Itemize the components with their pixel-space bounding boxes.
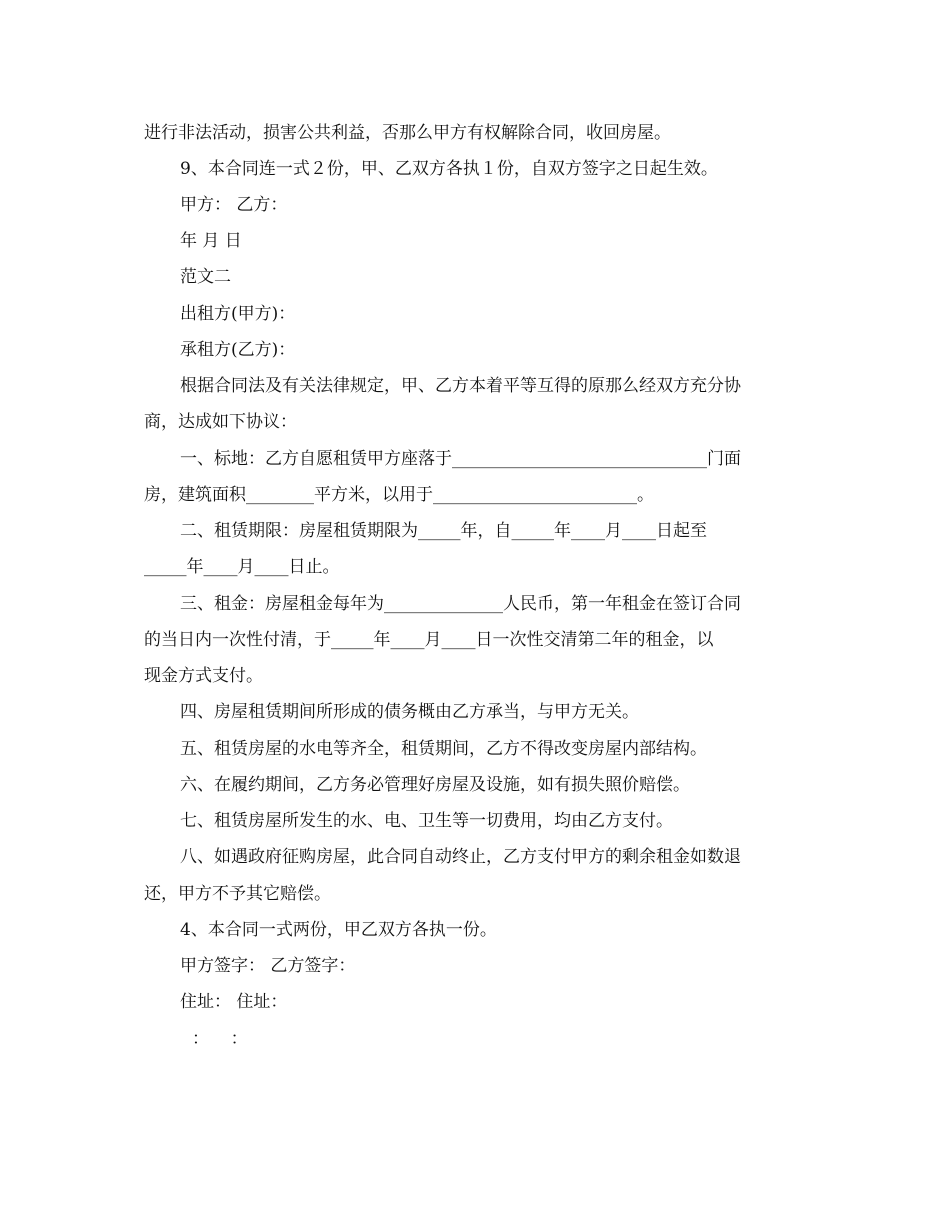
paragraph-line: 七、租赁房屋所发生的水、电、卫生等一切费用，均由乙方支付。 — [180, 811, 673, 831]
signature-line: 甲方签字： 乙方签字： — [180, 956, 356, 976]
paragraph-line: 的当日内一次性付清，于_____年____月____日一次性交清第二年的租金，以 — [144, 630, 714, 650]
paragraph-line: 八、如遇政府征购房屋，此合同自动终止，乙方支付甲方的剩余租金如数退 — [180, 847, 741, 867]
paragraph-line: 4、本合同一式两份，甲乙双方各执一份。 — [180, 920, 497, 940]
paragraph-line: 进行非法活动，损害公共利益，否那么甲方有权解除合同，收回房屋。 — [144, 123, 671, 143]
paragraph-line: 房，建筑面积________平方米，以用于________________________。 — [144, 485, 654, 505]
paragraph-line: 年 月 日 — [180, 231, 242, 251]
address-line: 住址： 住址： — [180, 992, 288, 1012]
paragraph-line: 商，达成如下协议： — [144, 412, 297, 432]
paragraph-line: 根据合同法及有关法律规定，甲、乙方本着平等互得的原那么经双方充分协 — [180, 376, 741, 396]
paragraph-line: 五、租赁房屋的水电等齐全，租赁期间，乙方不得改变房屋内部结构。 — [180, 739, 707, 759]
section-title: 范文二 — [180, 267, 231, 287]
paragraph-line: 9、本合同连一式２份，甲、乙双方各执１份，自双方签字之日起生效。 — [180, 159, 718, 179]
paragraph-line: 出租方(甲方)： — [180, 304, 296, 324]
paragraph-line: 现金方式支付。 — [144, 666, 263, 686]
paragraph-line: 三、租金：房屋租金每年为______________人民币，第一年租金在签订合同 — [180, 594, 741, 614]
paragraph-line: 六、在履约期间，乙方务必管理好房屋及设施，如有损失照价赔偿。 — [180, 775, 690, 795]
paragraph-line: 还，甲方不予其它赔偿。 — [144, 884, 331, 904]
paragraph-line: 甲方： 乙方： — [180, 195, 288, 215]
paragraph-line: 一、标地：乙方自愿租赁甲方座落于______________________________门面 — [180, 449, 741, 469]
colon-line: ： ： — [192, 1029, 248, 1049]
paragraph-line: 二、租赁期限：房屋租赁期限为_____年，自_____年____月____日起至 — [180, 521, 707, 541]
paragraph-line: 承租方(乙方)： — [180, 340, 296, 360]
paragraph-line: _____年____月____日止。 — [144, 557, 340, 577]
paragraph-line: 四、房屋租赁期间所形成的债务概由乙方承当，与甲方无关。 — [180, 702, 639, 722]
